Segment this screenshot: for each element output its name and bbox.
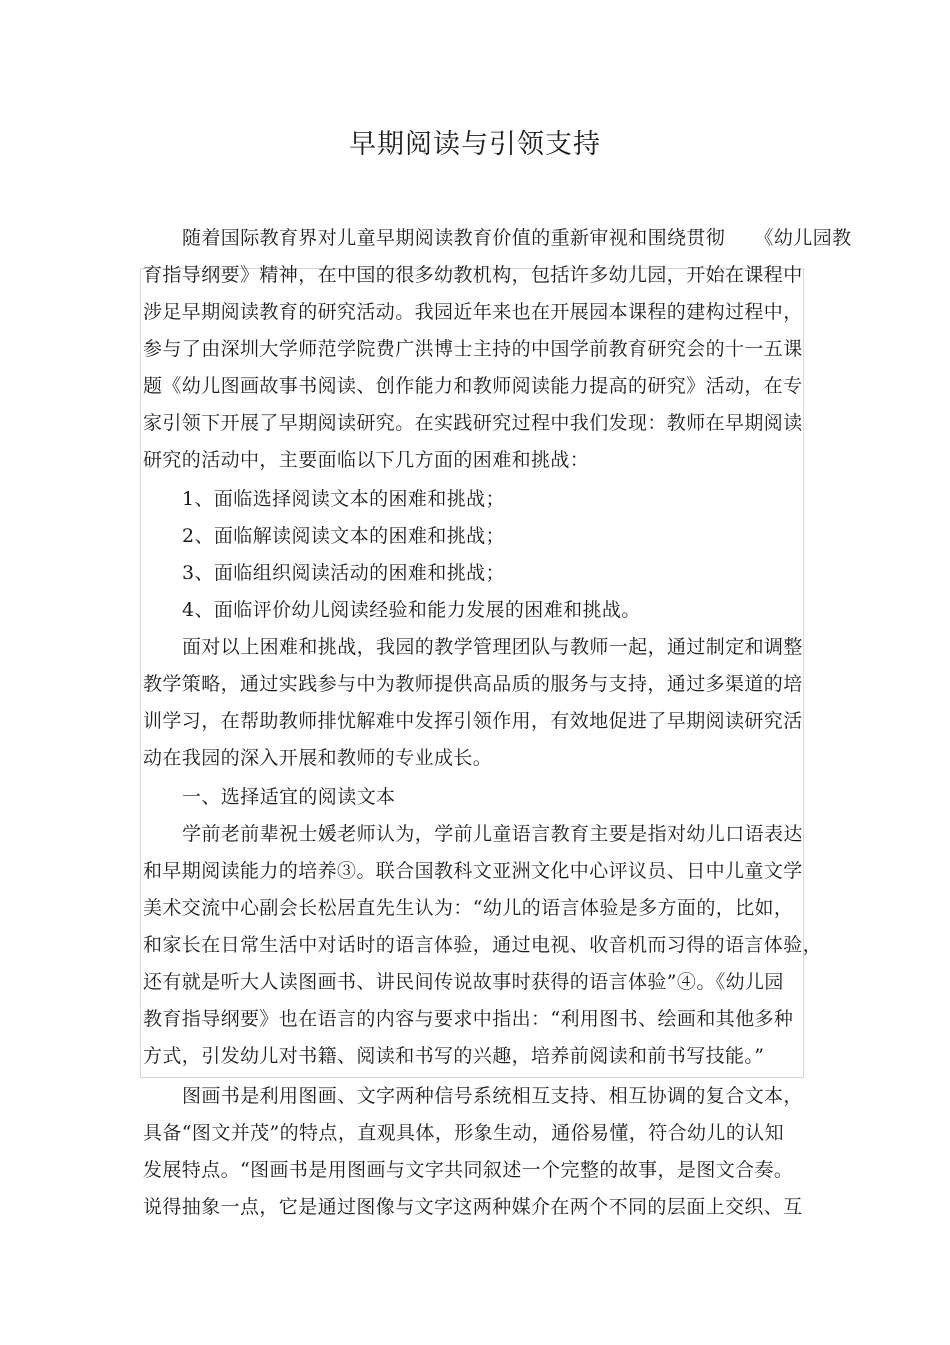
paragraph-line: 发展特点。“图画书是用图画与文字共同叙述一个完整的故事，是图文合奏。 [143,1159,794,1181]
paragraph-line: 随着国际教育界对儿童早期阅读教育价值的重新审视和围绕贯彻 《幼儿园教 [182,227,852,249]
paragraph-line: 动在我园的深入开展和教师的专业成长。 [143,747,493,769]
paragraph-line: 和家长在日常生活中对话时的语言体验，通过电视、收音机而习得的语言体验， [143,934,823,956]
list-item: 4、面临评价幼儿阅读经验和能力发展的困难和挑战。 [182,599,641,621]
paragraph-line: 美术交流中心副会长松居直先生认为：“幼儿的语言体验是多方面的，比如， [143,897,794,919]
paragraph-line: 训学习，在帮助教师排忧解难中发挥引领作用，有效地促进了早期阅读研究活 [143,710,803,732]
paragraph-line: 方式，引发幼儿对书籍、阅读和书写的兴趣，培养前阅读和前书写技能。” [143,1045,765,1067]
paragraph-line: 题《幼儿图画故事书阅读、创作能力和教师阅读能力提高的研究》活动，在专 [143,375,803,397]
paragraph-line: 涉足早期阅读教育的研究活动。我园近年来也在开展园本课程的建构过程中， [143,301,803,323]
paragraph-line: 和早期阅读能力的培养③。联合国教科文亚洲文化中心评议员、日中儿童文学 [143,860,803,882]
paragraph-line: 学前老前辈祝士媛老师认为，学前儿童语言教育主要是指对幼儿口语表达 [182,823,803,845]
list-item: 2、面临解读阅读文本的困难和挑战； [182,525,505,547]
paragraph-line: 教育指导纲要》也在语言的内容与要求中指出：“利用图书、绘画和其他多种 [143,1008,794,1030]
paragraph-line: 参与了由深圳大学师范学院费广洪博士主持的中国学前教育研究会的十一五课 [143,338,803,360]
paragraph-line: 教学策略，通过实践参与中为教师提供高品质的服务与支持，通过多渠道的培 [143,673,803,695]
paragraph-line: 说得抽象一点，它是通过图像与文字这两种媒介在两个不同的层面上交织、互 [143,1196,803,1218]
paragraph-line: 面对以上困难和挑战，我园的教学管理团队与教师一起，通过制定和调整 [182,636,803,658]
list-item: 3、面临组织阅读活动的困难和挑战； [182,562,505,584]
paragraph-line: 家引领下开展了早期阅读研究。在实践研究过程中我们发现：教师在早期阅读 [143,412,803,434]
document-title: 早期阅读与引领支持 [349,129,601,160]
paragraph-line: 还有就是听大人读图画书、讲民间传说故事时获得的语言体验”④。《幼儿园 [143,971,784,993]
paragraph-line: 具备“图文并茂”的特点，直观具体，形象生动，通俗易懂，符合幼儿的认知 [143,1122,785,1144]
paragraph-line: 研究的活动中，主要面临以下几方面的困难和挑战： [143,449,590,471]
paragraph-line: 育指导纲要》精神，在中国的很多幼教机构，包括许多幼儿园，开始在课程中 [143,264,803,286]
list-item: 1、面临选择阅读文本的困难和挑战； [182,488,505,510]
section-heading: 一、选择适宜的阅读文本 [182,786,396,808]
paragraph-line: 图画书是利用图画、文字两种信号系统相互支持、相互协调的复合文本， [182,1085,803,1107]
